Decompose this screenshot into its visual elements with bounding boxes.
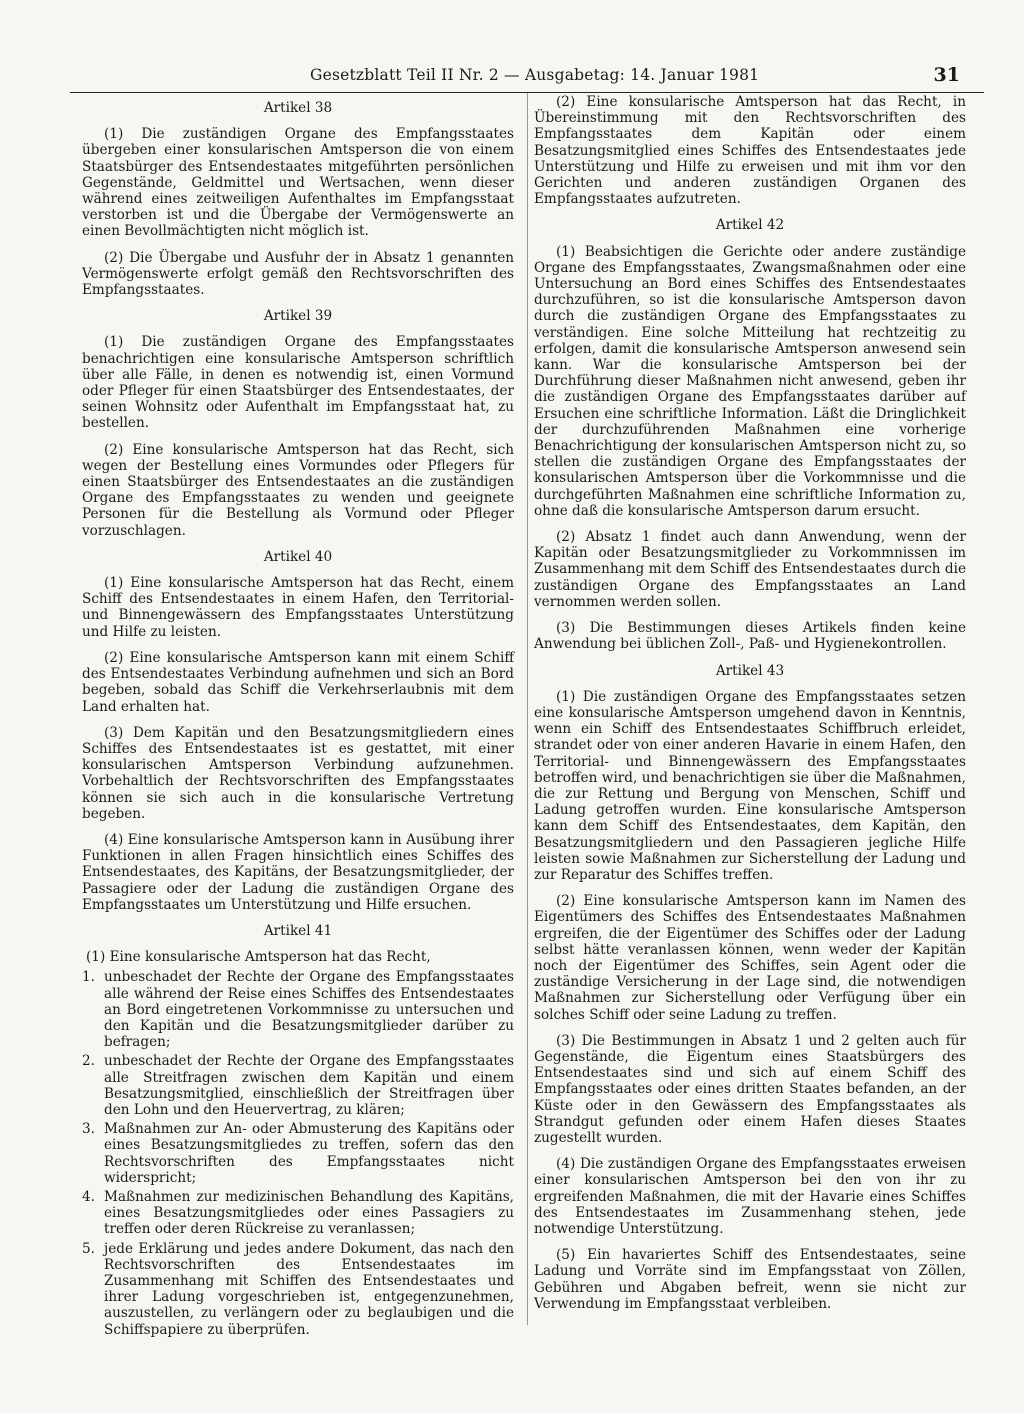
- article-43-paragraph-4: (4) Die zuständigen Organe des Empfangsstaates erweisen einer konsularischen Amtsperson bei den von ihr zu ergreifenden Maßnahmen, die mit der Havarie eines Schiffes des Entsendestaates im Zusammenhang stehen, jede notwendige Unterstützung.: [534, 1156, 966, 1237]
- list-item: [82, 969, 514, 1050]
- column-divider: [527, 93, 528, 1325]
- header-title: Gesetzblatt Teil II Nr. 2 — Ausgabetag: 14. Januar 1981: [310, 66, 760, 84]
- list-item-number: 3.: [82, 1121, 95, 1138]
- list-item: [82, 1121, 514, 1186]
- article-41-paragraph-2: (2) Eine konsularische Amtsperson hat das Recht, in Übereinstimmung mit den Rechtsvorschriften des Empfangsstaates dem Kapitän oder einem Besatzungsmitglied eines Schiffes des Entsendestaates jede Unterstützung und Hilfe zu erweisen und mit ihm vor den Gerichten und anderen zuständigen Organen des Empfangsstaates aufzutreten.: [534, 94, 966, 208]
- article-41-intro: (1) Eine konsularische Amtsperson hat das Recht,: [86, 949, 431, 966]
- article-42-heading: Artikel 42: [715, 217, 785, 234]
- article-40-paragraph-1: (1) Eine konsularische Amtsperson hat das Recht, einem Schiff des Entsendestaates in einem Hafen, den Territorial- und Binnengewässern des Empfangsstaates Unterstützung und Hilfe zu leisten.: [82, 575, 514, 640]
- list-item-text: jede Erklärung und jedes andere Dokument, das nach den Rechtsvorschriften des Entsendestaates im Zusammenhang mit Schiffen des Entsendestaates und ihrer Ladung vorgeschrieben ist, entgegenzunehmen, auszustellen, zu verlängern oder zu beglaubigen und die Schiffspapiere zu überprüfen.: [104, 1240, 514, 1338]
- right-column: [534, 94, 966, 1322]
- left-column: [82, 94, 514, 1341]
- article-43-paragraph-3: (3) Die Bestimmungen in Absatz 1 und 2 gelten auch für Gegenstände, die Eigentum eines Staatsbürgers des Entsendestaates sind und sich auf einem Schiff des Empfangsstaates oder eines dritten Staates befanden, an der Küste oder in den Gewässern des Empfangsstaates als Strandgut gefunden oder einem Hafen dieses Staates zugestellt wurden.: [534, 1032, 966, 1146]
- list-item-number: 1.: [82, 969, 95, 986]
- article-42-paragraph-3: (3) Die Bestimmungen dieses Artikels finden keine Anwendung bei üblichen Zoll-, Paß- und Hygienekontrollen.: [534, 620, 966, 653]
- article-41-heading: Artikel 41: [263, 922, 333, 939]
- list-item: [82, 1053, 514, 1118]
- article-39-paragraph-1: (1) Die zuständigen Organe des Empfangsstaates benachrichtigen eine konsularische Amtsperson schriftlich über alle Fälle, in denen es notwendig ist, einen Vormund oder Pfleger für einen Staatsbürger des Entsendestaates, der seinen Wohnsitz oder Aufenthalt im Empfangsstaat hat, zu bestellen.: [82, 334, 514, 432]
- article-43-heading: Artikel 43: [715, 662, 785, 679]
- list-item-number: 5.: [82, 1240, 95, 1257]
- article-43-paragraph-2: (2) Eine konsularische Amtsperson kann im Namen des Eigentümers des Schiffes des Entsendestaates Maßnahmen ergreifen, die der Eigentümer des Schiffes oder der Ladung selbst hätte veranlassen können, wenn weder der Kapitän noch der Eigentümer des Schiffes, sein Agent oder die zuständige Versicherung in der Lage sind, die notwendigen Maßnahmen zur Sicherstellung oder Verfügung über ein solches Schiff oder seine Ladung zu treffen.: [534, 893, 966, 1023]
- article-43-paragraph-5: (5) Ein havariertes Schiff des Entsendestaates, seine Ladung und Vorräte sind im Empfangsstaat von Zöllen, Gebühren und Abgaben befreit, wenn sie nicht zur Verwendung im Empfangsstaat verbleiben.: [534, 1247, 966, 1312]
- page-number: 31: [933, 64, 960, 86]
- page-header: [70, 62, 984, 92]
- article-40-paragraph-2: (2) Eine konsularische Amtsperson kann mit einem Schiff des Entsendestaates Verbindung aufnehmen und sich an Bord begeben, sobald das Schiff die Verkehrserlaubnis mit dem Land erhalten hat.: [82, 649, 514, 715]
- article-38-paragraph-1: (1) Die zuständigen Organe des Empfangsstaates übergeben einer konsularischen Amtsperson die von einem Staatsbürger des Entsendestaates mitgeführten persönlichen Gegenstände, Geldmittel und Wertsachen, wenn dieser während eines zeitweiligen Aufenthaltes im Empfangsstaat verstorben ist und die Übergabe der Vermögenswerte an einen Bevollmächtigten nicht möglich ist.: [82, 126, 514, 240]
- article-39-paragraph-2: (2) Eine konsularische Amtsperson hat das Recht, sich wegen der Bestellung eines Vormundes oder Pflegers für einen Staatsbürger des Entsendestaates an die zuständigen Organe des Empfangsstaates zu wenden und geeignete Personen für die Bestellung als Vormund oder Pfleger vorzuschlagen.: [82, 441, 514, 539]
- list-item: [82, 1189, 514, 1238]
- article-40-heading: Artikel 40: [263, 548, 333, 565]
- list-item: [82, 1241, 514, 1338]
- article-42-paragraph-1: (1) Beabsichtigen die Gerichte oder andere zuständige Organe des Empfangsstaates, Zwangsmaßnahmen oder eine Untersuchung an Bord eines Schiffes des Entsendestaates durchzuführen, so ist die konsularische Amtsperson davon durch die zuständigen Organe des Empfangsstaates zu verständigen. Eine solche Mitteilung hat rechtzeitig zu erfolgen, damit die konsularische Amtsperson anwesend sein kann. War die konsularische Amtsperson bei der Durchführung dieser Maßnahmen nicht anwesend, geben ihr die zuständigen Organe des Empfangsstaates darüber auf Ersuchen eine schriftliche Information. Läßt die Dringlichkeit der durchzuführenden Maßnahmen eine vorherige Benachrichtigung der konsularischen Amtsperson nicht zu, so stellen die zuständigen Organe des Empfangsstaates der konsularischen Amtsperson über die Vorkommnisse und die durchgeführten Maßnahmen eine schriftliche Information zu, ohne daß die konsularische Amtsperson darum ersucht.: [534, 243, 966, 519]
- list-item-text: unbeschadet der Rechte der Organe des Empfangsstaates alle Streitfragen zwischen dem Kapitän und einem Besatzungsmitglied, einschließlich der Streitfragen über den Lohn und den Heuervertrag, zu klären;: [104, 1053, 514, 1118]
- list-item-text: Maßnahmen zur An- oder Abmusterung des Kapitäns oder eines Besatzungsmitgliedes zu treffen, sofern das den Rechtsvorschriften des Empfangsstaates nicht widerspricht;: [104, 1121, 514, 1186]
- article-40-paragraph-3: (3) Dem Kapitän und den Besatzungsmitgliedern eines Schiffes des Entsendestaates ist es gestattet, mit einer konsularischen Amtsperson Verbindung aufzunehmen. Vorbehaltlich der Rechtsvorschriften des Empfangsstaates können sie sich auch in die konsularische Vertretung begeben.: [82, 724, 514, 822]
- article-38-paragraph-2: (2) Die Übergabe und Ausfuhr der in Absatz 1 genannten Vermögenswerte erfolgt gemäß den Rechtsvorschriften des Empfangsstaates.: [82, 249, 514, 299]
- list-item-number: 2.: [82, 1053, 95, 1070]
- list-item-text: unbeschadet der Rechte der Organe des Empfangsstaates alle während der Reise eines Schiffes des Entsendestaates an Bord eingetretenen Vorkommnisse zu untersuchen und den Kapitän und die Besatzungsmitglieder darüber zu befragen;: [104, 969, 514, 1051]
- article-38-heading: Artikel 38: [263, 100, 333, 116]
- list-item-text: Maßnahmen zur medizinischen Behandlung des Kapitäns, eines Besatzungsmitgliedes oder eines Passagiers zu treffen oder deren Rückreise zu veranlassen;: [104, 1188, 514, 1238]
- article-39-heading: Artikel 39: [263, 308, 333, 325]
- article-41-list: [82, 969, 514, 1337]
- article-43-paragraph-1: (1) Die zuständigen Organe des Empfangsstaates setzen eine konsularische Amtsperson umgehend davon in Kenntnis, wenn ein Schiff des Entsendestaates Schiffbruch erleidet, strandet oder von einer anderen Havarie in einem Hafen, den Territorial- und Binnengewässern des Empfangsstaates betroffen wird, und benachrichtigen sie über die Maßnahmen, die zur Rettung und Bergung von Menschen, Schiff und Ladung getroffen wurden. Eine konsularische Amtsperson kann dem Schiff des Entsendestaates, dem Kapitän, den Besatzungsmitgliedern und den Passagieren jegliche Hilfe leisten sowie Maßnahmen zur Sicherstellung der Ladung und zur Reparatur des Schiffes treffen.: [534, 688, 966, 883]
- article-40-paragraph-4: (4) Eine konsularische Amtsperson kann in Ausübung ihrer Funktionen in allen Fragen hinsichtlich eines Schiffes des Entsendestaates, des Kapitäns, der Besatzungsmitglieder, der Passagiere oder der Ladung die zuständigen Organe des Empfangsstaates um Unterstützung und Hilfe ersuchen.: [82, 831, 514, 913]
- article-42-paragraph-2: (2) Absatz 1 findet auch dann Anwendung, wenn der Kapitän oder Besatzungsmitglieder zu Vorkommnissen im Zusammenhang mit dem Schiff des Entsendestaates durch die zuständigen Organe des Empfangsstaates an Land vernommen werden sollen.: [534, 529, 966, 610]
- list-item-number: 4.: [82, 1188, 95, 1205]
